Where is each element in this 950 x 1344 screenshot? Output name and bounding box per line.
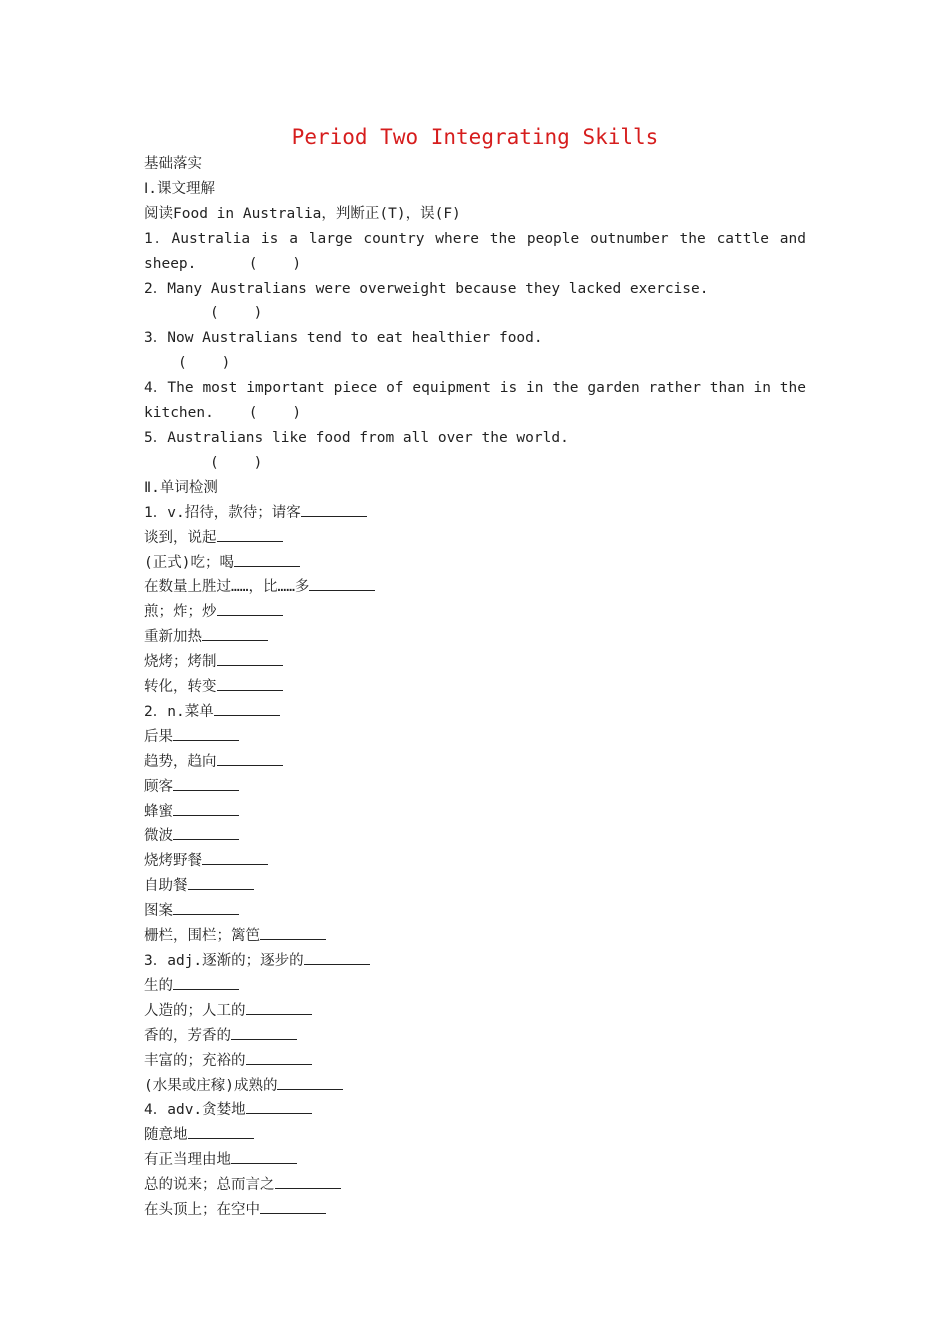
vocab-prompt: 在头顶上；在空中 — [144, 1202, 260, 1219]
answer-blank[interactable] — [304, 950, 370, 965]
vocab-prompt: (正式)吃；喝 — [144, 554, 234, 571]
vocab-item — [144, 600, 806, 625]
answer-blank[interactable] — [173, 726, 239, 741]
vocab-item — [144, 700, 806, 725]
answer-blank[interactable] — [202, 850, 268, 865]
question-1-line-1: 1．Australia is a large country where the people outnumber the cattle and — [144, 230, 806, 247]
vocab-item — [144, 625, 806, 650]
vocab-item — [144, 1049, 806, 1074]
vocab-prompt: 2．n.菜单 — [144, 703, 214, 720]
answer-blank[interactable] — [246, 1000, 312, 1015]
vocab-prompt: 顾客 — [144, 778, 173, 795]
answer-blank[interactable] — [246, 1099, 312, 1114]
vocab-item — [144, 849, 806, 874]
answer-blank[interactable] — [188, 875, 254, 890]
vocab-prompt: 1．v.招待，款待；请客 — [144, 504, 301, 521]
question-2-answer: ( ) — [210, 305, 263, 322]
vocab-item — [144, 824, 806, 849]
answer-blank[interactable] — [275, 1174, 341, 1189]
question-2-line-1: 2．Many Australians were overweight because they lacked exercise. — [144, 280, 709, 297]
answer-blank[interactable] — [231, 1149, 297, 1164]
answer-blank[interactable] — [202, 626, 268, 641]
vocab-prompt: 烧烤；烤制 — [144, 654, 217, 671]
question-3-line-1: 3．Now Australians tend to eat healthier food. — [144, 330, 543, 347]
vocab-item — [144, 1098, 806, 1123]
vocab-prompt: 烧烤野餐 — [144, 853, 202, 870]
part1-instruction: 阅读Food in Australia，判断正(T)，误(F) — [144, 205, 461, 222]
answer-blank[interactable] — [173, 900, 239, 915]
vocab-prompt: (水果或庄稼)成熟的 — [144, 1077, 278, 1094]
vocab-item — [144, 949, 806, 974]
page-title: Period Two Integrating Skills — [291, 125, 659, 149]
vocab-item — [144, 551, 806, 576]
vocab-prompt: 趋势，趋向 — [144, 753, 217, 770]
vocab-prompt: 转化，转变 — [144, 679, 217, 696]
vocab-prompt: 煎；炸；炒 — [144, 604, 217, 621]
vocab-item — [144, 924, 806, 949]
vocab-item — [144, 1198, 806, 1223]
answer-blank[interactable] — [217, 651, 283, 666]
vocab-item — [144, 999, 806, 1024]
vocab-item — [144, 526, 806, 551]
answer-blank[interactable] — [217, 676, 283, 691]
vocab-item — [144, 1024, 806, 1049]
section-heading: 基础落实 — [144, 156, 202, 172]
vocab-item — [144, 974, 806, 999]
vocab-item — [144, 775, 806, 800]
vocab-item — [144, 800, 806, 825]
answer-blank[interactable] — [260, 925, 326, 940]
part1-heading: Ⅰ.课文理解 — [144, 180, 216, 197]
vocab-item — [144, 650, 806, 675]
vocab-prompt: 丰富的；充裕的 — [144, 1052, 246, 1069]
vocab-prompt: 图案 — [144, 903, 173, 920]
question-5-answer: ( ) — [210, 454, 263, 471]
question-4-line-2: kitchen. ( ) — [144, 405, 302, 422]
vocab-item — [144, 874, 806, 899]
answer-blank[interactable] — [246, 1050, 312, 1065]
vocab-prompt: 后果 — [144, 728, 173, 745]
vocab-prompt: 微波 — [144, 828, 173, 845]
answer-blank[interactable] — [277, 1075, 343, 1090]
answer-blank[interactable] — [173, 975, 239, 990]
answer-blank[interactable] — [188, 1124, 254, 1139]
answer-blank[interactable] — [173, 776, 239, 791]
answer-blank[interactable] — [217, 751, 283, 766]
vocab-item — [144, 1173, 806, 1198]
answer-blank[interactable] — [301, 502, 367, 517]
vocab-item — [144, 1074, 806, 1099]
vocab-prompt: 栅栏，围栏；篱笆 — [144, 928, 260, 945]
vocab-prompt: 4．adv.贪婪地 — [144, 1102, 246, 1119]
answer-blank[interactable] — [214, 701, 280, 716]
vocab-item — [144, 675, 806, 700]
answer-blank[interactable] — [231, 1025, 297, 1040]
answer-blank[interactable] — [173, 801, 239, 816]
vocab-item — [144, 501, 806, 526]
question-1-line-2: sheep. ( ) — [144, 255, 302, 272]
part2-heading: Ⅱ.单词检测 — [144, 479, 218, 496]
vocab-prompt: 在数量上胜过……，比……多 — [144, 579, 310, 596]
vocab-item — [144, 899, 806, 924]
vocab-prompt: 谈到，说起 — [144, 529, 217, 546]
vocab-item — [144, 725, 806, 750]
vocab-prompt: 蜂蜜 — [144, 803, 173, 820]
answer-blank[interactable] — [309, 576, 375, 591]
vocab-prompt: 随意地 — [144, 1127, 188, 1144]
vocab-prompt: 总的说来；总而言之 — [144, 1177, 275, 1194]
vocab-item — [144, 750, 806, 775]
vocab-prompt: 人造的；人工的 — [144, 1002, 246, 1019]
vocab-list — [144, 501, 806, 1223]
answer-blank[interactable] — [217, 527, 283, 542]
vocab-prompt: 有正当理由地 — [144, 1152, 231, 1169]
vocab-item — [144, 1148, 806, 1173]
vocab-item — [144, 1123, 806, 1148]
vocab-prompt: 生的 — [144, 977, 173, 994]
vocab-prompt: 自助餐 — [144, 878, 188, 895]
vocab-prompt: 3．adj.逐渐的；逐步的 — [144, 953, 304, 969]
vocab-prompt: 重新加热 — [144, 629, 202, 646]
answer-blank[interactable] — [173, 825, 239, 840]
document-page — [144, 122, 806, 1223]
answer-blank[interactable] — [234, 552, 300, 567]
answer-blank[interactable] — [217, 601, 283, 616]
question-5-line-1: 5．Australians like food from all over the world. — [144, 429, 569, 446]
question-3-answer: ( ) — [178, 355, 231, 372]
vocab-item — [144, 575, 806, 600]
answer-blank[interactable] — [260, 1199, 326, 1214]
question-4-line-1: 4．The most important piece of equipment is in the garden rather than in the — [144, 380, 806, 397]
vocab-prompt: 香的，芳香的 — [144, 1027, 231, 1044]
